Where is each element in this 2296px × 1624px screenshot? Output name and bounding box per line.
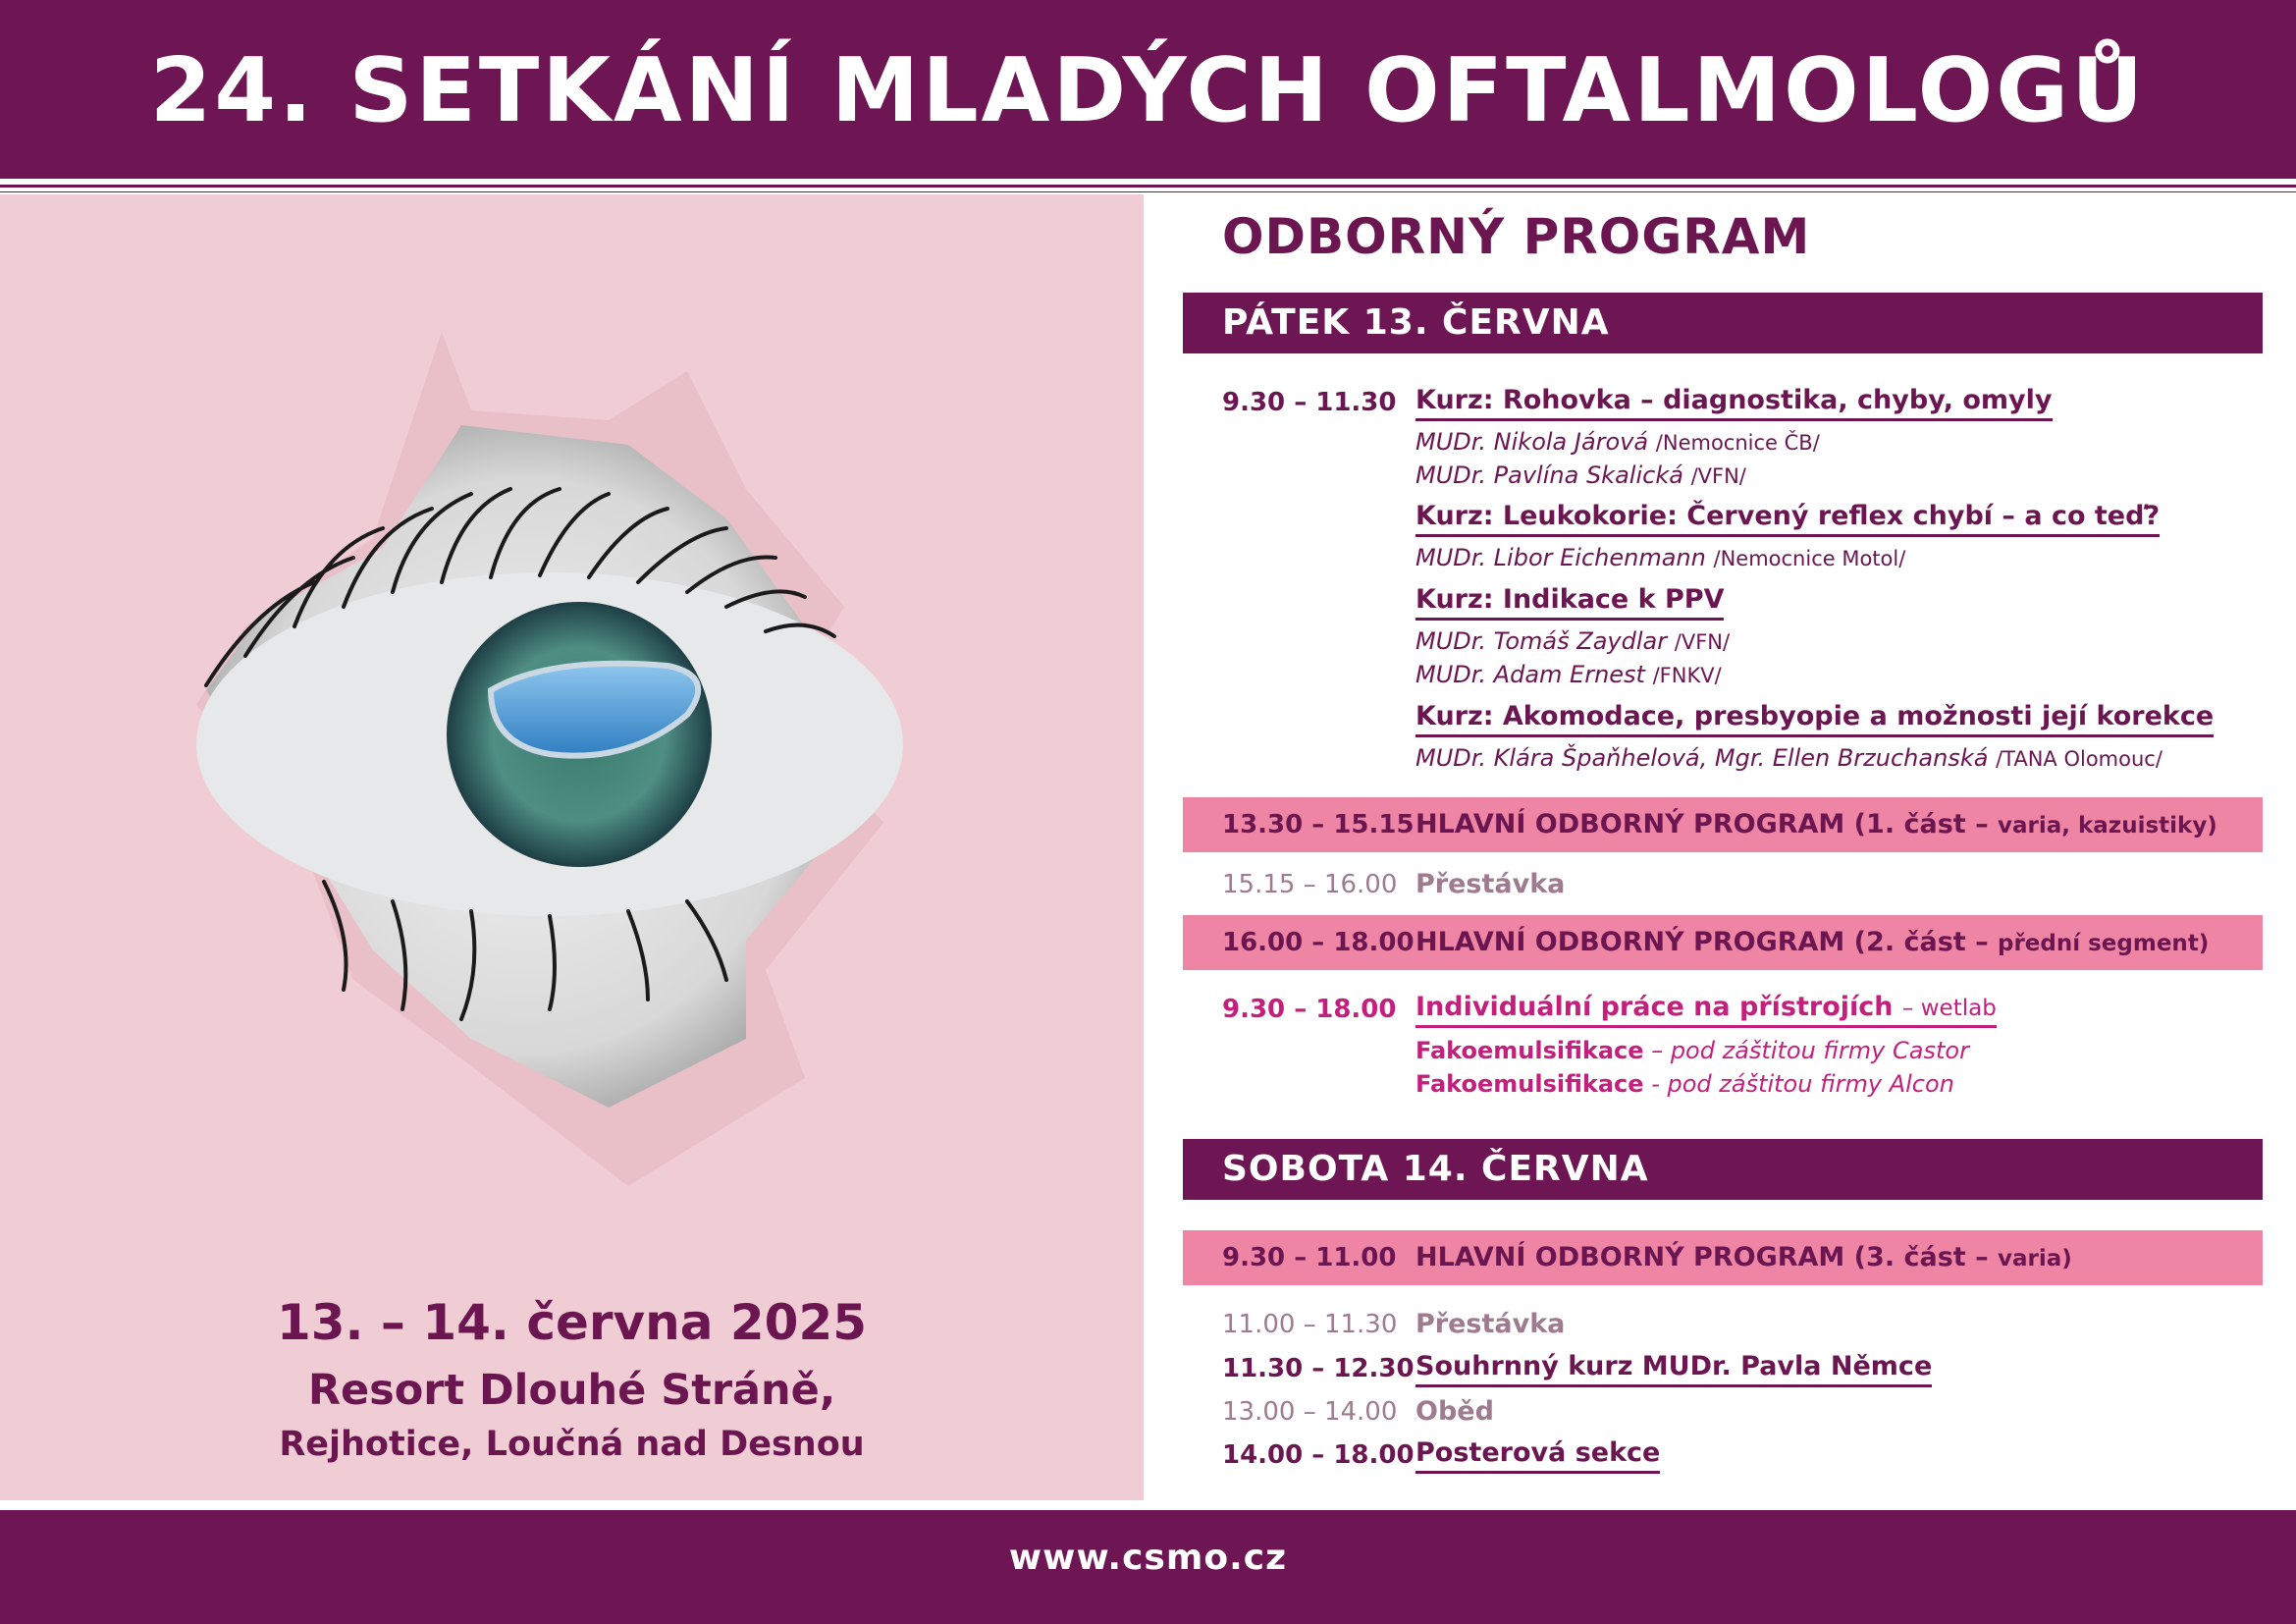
- session-time: 9.30 – 11.00: [1222, 1243, 1397, 1272]
- header-banner: [0, 0, 2296, 179]
- session-time: 9.30 – 18.00: [1222, 995, 1397, 1024]
- day-label: SOBOTA 14. ČERVNA: [1222, 1149, 1649, 1189]
- session-time: 9.30 – 11.30: [1222, 388, 1397, 417]
- footer-banner: [0, 1510, 2296, 1624]
- course-title: Kurz: Indikace k PPV: [1415, 584, 1724, 621]
- speaker: MUDr. Pavlína Skalická /VFN/: [1415, 461, 1746, 489]
- session-time: 13.00 – 14.00: [1222, 1397, 1398, 1427]
- main-program-title: HLAVNÍ ODBORNÝ PROGRAM (1. část – varia, kazuistiky): [1415, 809, 2217, 839]
- break-title: Oběd: [1415, 1396, 1494, 1427]
- course-title: Kurz: Leukokorie: Červený reflex chybí – a co teď?: [1415, 501, 2160, 537]
- session-time: 16.00 – 18.00: [1222, 928, 1415, 957]
- session-time: 14.00 – 18.00: [1222, 1440, 1415, 1470]
- header-divider-thin: [0, 191, 2296, 192]
- speaker: MUDr. Klára Špaňhelová, Mgr. Ellen Brzuchanská /TANA Olomouc/: [1415, 744, 2163, 772]
- event-location: Rejhotice, Loučná nad Desnou: [279, 1425, 865, 1464]
- day-label: PÁTEK 13. ČERVNA: [1222, 302, 1610, 343]
- main-program-title: HLAVNÍ ODBORNÝ PROGRAM (3. část – varia): [1415, 1242, 2072, 1272]
- break-title: Přestávka: [1415, 1309, 1566, 1339]
- header-divider: [0, 185, 2296, 188]
- break-title: Přestávka: [1415, 869, 1566, 899]
- program-panel: [1144, 194, 2296, 1500]
- torn-paper-eye-illustration: [0, 194, 1144, 1294]
- event-dates: 13. – 14. června 2025: [276, 1294, 868, 1351]
- session-time: 11.00 – 11.30: [1222, 1310, 1398, 1339]
- course-title: Kurz: Akomodace, presbyopie a možnosti její korekce: [1415, 701, 2214, 737]
- main-program-title: HLAVNÍ ODBORNÝ PROGRAM (2. část – přední segment): [1415, 927, 2210, 957]
- event-venue: Resort Dlouhé Stráně,: [307, 1366, 836, 1415]
- speaker: MUDr. Adam Ernest /FNKV/: [1415, 661, 1722, 688]
- speaker: MUDr. Tomáš Zaydlar /VFN/: [1415, 627, 1731, 655]
- session-time: 15.15 – 16.00: [1222, 870, 1398, 899]
- wetlab-item: Fakoemulsifikace – pod záštitou firmy Castor: [1415, 1037, 1969, 1064]
- speaker: MUDr. Libor Eichenmann /Nemocnice Motol/: [1415, 544, 1906, 571]
- session-time: 11.30 – 12.30: [1222, 1354, 1415, 1383]
- speaker: MUDr. Nikola Járová /Nemocnice ČB/: [1415, 428, 1820, 456]
- day-header-friday: [1183, 293, 2263, 353]
- course-title: Posterová sekce: [1415, 1437, 1660, 1474]
- course-title: Kurz: Rohovka – diagnostika, chyby, omyly: [1415, 385, 2053, 421]
- website-link[interactable]: www.csmo.cz: [1008, 1538, 1288, 1578]
- program-title: ODBORNÝ PROGRAM: [1222, 208, 1811, 265]
- wetlab-title: Individuální práce na přístrojích – wetlab: [1415, 992, 1997, 1028]
- session-time: 13.30 – 15.15: [1222, 810, 1415, 839]
- day-header-saturday: [1183, 1139, 2263, 1200]
- event-title: 24. SETKÁNÍ MLADÝCH OFTALMOLOGŮ: [149, 39, 2147, 142]
- wetlab-item: Fakoemulsifikace - pod záštitou firmy Alcon: [1415, 1070, 1954, 1098]
- course-title: Souhrnný kurz MUDr. Pavla Němce: [1415, 1351, 1932, 1387]
- poster-image-panel: [0, 194, 1144, 1500]
